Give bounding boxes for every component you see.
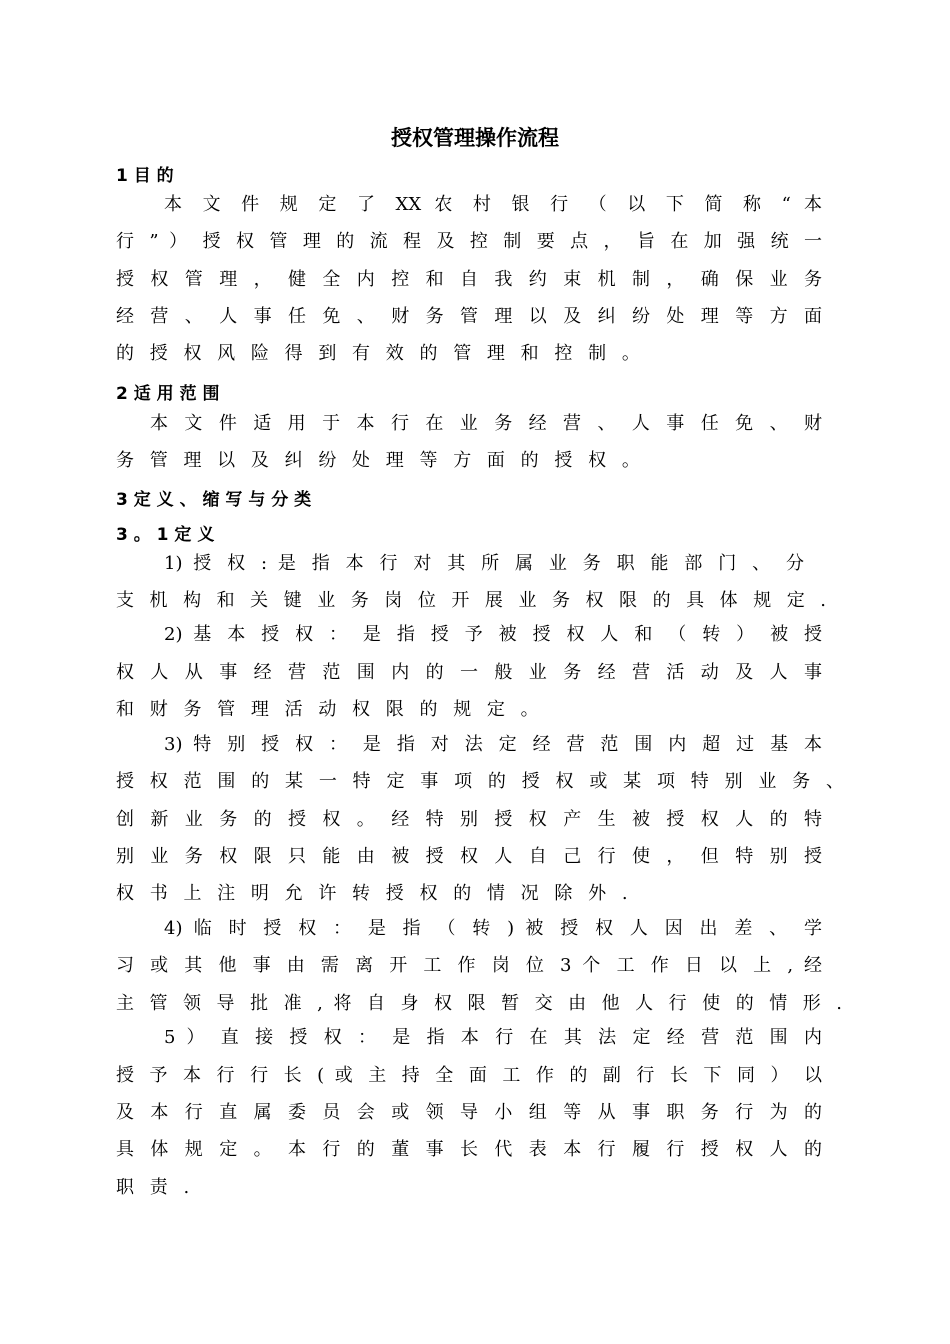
definition-1-line: 1) 授 权 : 是 指 本 行 对 其 所 属 业 务 职 能 部 门 、 分: [164, 553, 804, 574]
definition-3-line: 3) 特 别 授 权 ： 是 指 对 法 定 经 营 范 围 内 超 过 基 本: [164, 734, 822, 755]
section-1-line: 本 文 件 规 定 了 XX 农 村 银 行 （ 以 下 简 称 “ 本: [164, 194, 822, 215]
definition-2-line: 权 人 从 事 经 营 范 围 内 的 一 般 业 务 经 营 活 动 及 人 事: [116, 662, 822, 683]
definition-4-line: 4) 临 时 授 权 ： 是 指 （ 转 ) 被 授 权 人 因 出 差 、 学: [164, 918, 822, 939]
definition-2-line: 和 财 务 管 理 活 动 权 限 的 规 定 。: [116, 699, 544, 720]
section-3-heading: 3 定 义 、 缩 写 与 分 类: [116, 490, 312, 510]
definition-3-line: 别 业 务 权 限 只 能 由 被 授 权 人 自 己 行 使 ， 但 特 别 授: [116, 846, 822, 867]
section-3-1-heading: 3 。 1 定 义: [116, 525, 215, 545]
section-1-line: 经 营 、 人 事 任 免 、 财 务 管 理 以 及 纠 纷 处 理 等 方 面: [116, 306, 822, 327]
definition-2-line: 2) 基 本 授 权 ： 是 指 授 予 被 授 权 人 和 （ 转 ） 被 授: [164, 624, 822, 645]
definition-5-line: 授 予 本 行 行 长 ( 或 主 持 全 面 工 作 的 副 行 长 下 同 ） 以: [116, 1065, 822, 1086]
definition-5-line: 5 ） 直 接 授 权 ： 是 指 本 行 在 其 法 定 经 营 范 围 内: [164, 1027, 822, 1048]
section-1-line: 的 授 权 风 险 得 到 有 效 的 管 理 和 控 制 。: [116, 343, 645, 364]
definition-5-line: 职 责 .: [116, 1177, 195, 1198]
definition-5-line: 具 体 规 定 。 本 行 的 董 事 长 代 表 本 行 履 行 授 权 人 的: [116, 1139, 822, 1160]
section-2-line: 务 管 理 以 及 纠 纷 处 理 等 方 面 的 授 权 。: [116, 450, 645, 471]
definition-3-line: 授 权 范 围 的 某 一 特 定 事 项 的 授 权 或 某 项 特 别 业 务 、: [116, 771, 844, 792]
definition-3-line: 权 书 上 注 明 允 许 转 授 权 的 情 况 除 外 .: [116, 883, 633, 904]
section-1-line: 行 ” ） 授 权 管 理 的 流 程 及 控 制 要 点 ， 旨 在 加 强 统 一: [116, 231, 822, 252]
section-1-heading: 1 目 的: [116, 166, 174, 186]
section-2-heading: 2 适 用 范 围: [116, 384, 220, 404]
section-1-line: 授 权 管 理 ， 健 全 内 控 和 自 我 约 束 机 制 ， 确 保 业 务: [116, 269, 822, 290]
definition-3-line: 创 新 业 务 的 授 权 。 经 特 别 授 权 产 生 被 授 权 人 的 特: [116, 809, 822, 830]
definition-4-line: 主 管 领 导 批 准 , 将 自 身 权 限 暂 交 由 他 人 行 使 的 情 形 .: [116, 993, 842, 1014]
definition-1-line: 支 机 构 和 关 键 业 务 岗 位 开 展 业 务 权 限 的 具 体 规 定 .: [116, 590, 826, 611]
section-2-line: 本 文 件 适 用 于 本 行 在 业 务 经 营 、 人 事 任 免 、 财: [150, 413, 822, 434]
document-title: 授权管理操作流程: [391, 126, 559, 150]
definition-5-line: 及 本 行 直 属 委 员 会 或 领 导 小 组 等 从 事 职 务 行 为 的: [116, 1102, 822, 1123]
definition-4-line: 习 或 其 他 事 由 需 离 开 工 作 岗 位 3 个 工 作 日 以 上 , 经: [116, 955, 822, 976]
